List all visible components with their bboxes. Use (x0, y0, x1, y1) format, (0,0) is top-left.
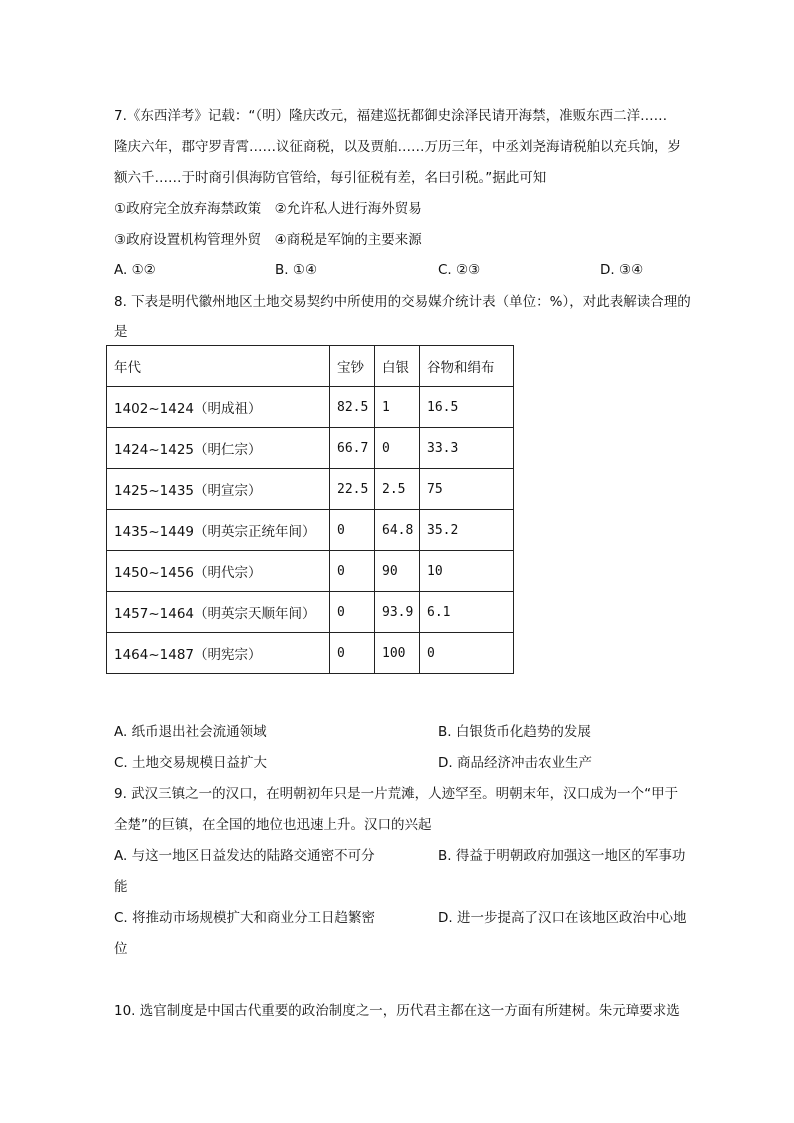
cell-silver: 90 (375, 551, 420, 592)
cell-era: 1457~1464（明英宗天顺年间） (107, 592, 330, 633)
table-row (107, 428, 514, 469)
q8-option-d[interactable]: D. 商品经济冲击农业生产 (438, 755, 592, 771)
q7-option-a[interactable]: A. ①② (114, 262, 156, 278)
cell-silver: 1 (375, 387, 420, 428)
table-row (107, 469, 514, 510)
cell-era: 1424~1425（明仁宗） (107, 428, 330, 469)
header-cell-baochao: 宝钞 (330, 346, 375, 387)
cell-grain-cloth: 10 (420, 551, 514, 592)
q7-stem-line-3: 额六千……于时商引俱海防官管给，每引征税有差，名曰引税。”据此可知 (114, 170, 547, 186)
cell-baochao: 0 (330, 510, 375, 551)
table-header-row (107, 346, 514, 387)
cell-grain-cloth: 16.5 (420, 387, 514, 428)
cell-silver: 64.8 (375, 510, 420, 551)
cell-era: 1450~1456（明代宗） (107, 551, 330, 592)
q7-option-d[interactable]: D. ③④ (600, 262, 644, 278)
cell-silver: 0 (375, 428, 420, 469)
q9-option-d[interactable]: D. 进一步提高了汉口在该地区政治中心地 (438, 910, 687, 926)
table-row (107, 387, 514, 428)
cell-era: 1425~1435（明宣宗） (107, 469, 330, 510)
table-row (107, 633, 514, 674)
cell-era: 1464~1487（明宪宗） (107, 633, 330, 674)
q9-option-b[interactable]: B. 得益于明朝政府加强这一地区的军事功 (438, 848, 686, 864)
q7-option-c[interactable]: C. ②③ (438, 262, 481, 278)
q9-option-a[interactable]: A. 与这一地区日益发达的陆路交通密不可分 (114, 848, 375, 864)
cell-grain-cloth: 33.3 (420, 428, 514, 469)
table-row (107, 510, 514, 551)
q8-option-b[interactable]: B. 白银货币化趋势的发展 (438, 724, 591, 740)
q7-option-b[interactable]: B. ①④ (275, 262, 318, 278)
q8-option-a[interactable]: A. 纸币退出社会流通领域 (114, 724, 267, 740)
cell-baochao: 66.7 (330, 428, 375, 469)
q9-option-d-continuation: 位 (114, 941, 128, 957)
cell-era: 1435~1449（明英宗正统年间） (107, 510, 330, 551)
cell-baochao: 0 (330, 592, 375, 633)
q8-stem-line-1: 8. 下表是明代徽州地区土地交易契约中所使用的交易媒介统计表（单位：%），对此表解读合理的 (114, 294, 691, 310)
table-row (107, 551, 514, 592)
cell-baochao: 22.5 (330, 469, 375, 510)
table-row (107, 592, 514, 633)
cell-grain-cloth: 75 (420, 469, 514, 510)
q9-stem-line-1: 9. 武汉三镇之一的汉口，在明朝初年只是一片荒滩，人迹罕至。明朝末年，汉口成为一个“甲于 (114, 786, 679, 802)
q7-statements-1: ①政府完全放弃海禁政策 ②允许私人进行海外贸易 (114, 201, 422, 217)
q10-stem-line-1: 10. 选官制度是中国古代重要的政治制度之一，历代君主都在这一方面有所建树。朱元璋要求选 (114, 1003, 680, 1019)
q9-stem-line-2: 全楚”的巨镇，在全国的地位也迅速上升。汉口的兴起 (114, 817, 432, 833)
cell-silver: 93.9 (375, 592, 420, 633)
cell-grain-cloth: 0 (420, 633, 514, 674)
q8-option-c[interactable]: C. 土地交易规模日益扩大 (114, 755, 268, 771)
cell-era: 1402~1424（明成祖） (107, 387, 330, 428)
cell-grain-cloth: 35.2 (420, 510, 514, 551)
q9-option-c[interactable]: C. 将推动市场规模扩大和商业分工日趋繁密 (114, 910, 376, 926)
header-cell-silver: 白银 (375, 346, 420, 387)
q8-data-table (106, 345, 514, 674)
q7-stem-line-1: 7.《东西洋考》记载：“（明）隆庆改元，福建巡抚都御史涂泽民请开海禁，准贩东西二洋…… (114, 108, 668, 124)
header-cell-grain-cloth: 谷物和绢布 (420, 346, 514, 387)
cell-baochao: 0 (330, 633, 375, 674)
cell-silver: 100 (375, 633, 420, 674)
header-cell-era: 年代 (107, 346, 330, 387)
q7-statements-2: ③政府设置机构管理外贸 ④商税是军饷的主要来源 (114, 232, 422, 248)
q9-option-b-continuation: 能 (114, 879, 128, 895)
q8-stem-line-2: 是 (114, 324, 128, 340)
cell-silver: 2.5 (375, 469, 420, 510)
cell-baochao: 0 (330, 551, 375, 592)
cell-baochao: 82.5 (330, 387, 375, 428)
cell-grain-cloth: 6.1 (420, 592, 514, 633)
q7-stem-line-2: 隆庆六年，郡守罗青霄……议征商税，以及贾舶……万历三年，中丞刘尧海请税舶以充兵饷，岁 (114, 139, 681, 155)
